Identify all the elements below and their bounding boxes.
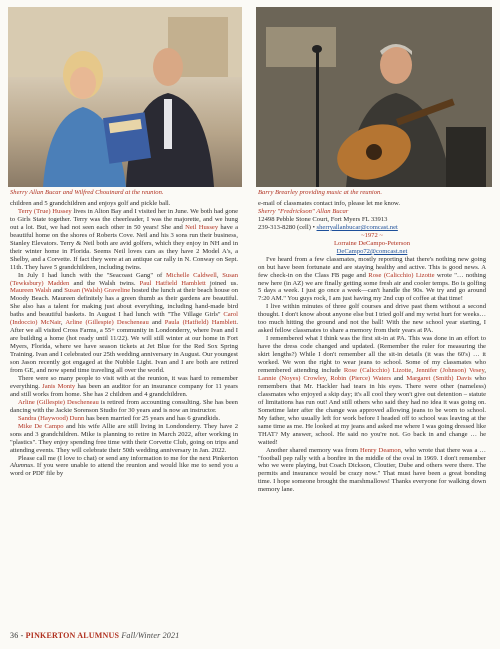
body-text: In July I had lunch with the "Seacoast Gang" of	[18, 271, 166, 279]
paragraph	[258, 248, 486, 256]
publication-title: Alumnus	[10, 462, 34, 470]
reunion-photo-sherry-wilfred	[8, 7, 242, 187]
paragraph	[10, 415, 238, 423]
class-heading: Lorraine DeCampo-Peterson	[334, 239, 410, 247]
body-text: and	[391, 374, 407, 382]
classmate-name: Michelle Caldwell	[165, 271, 217, 279]
photo-caption-left: Sherry Allan Bucar and Wilfred Chouinard at the reunion.	[10, 189, 164, 196]
paragraph	[258, 208, 486, 216]
body-text: 239-313-8280 (cell) •	[258, 223, 317, 231]
classmate-name: Janis Monty	[42, 382, 76, 390]
classmate-name: Rose (Calicchio) Lizotte	[343, 367, 412, 375]
paragraph	[258, 216, 486, 224]
body-text: ,	[411, 367, 416, 375]
body-text: wrote "… nothing new here (in AZ) we are finally getting some fresh air and cooler temps. Bo is golfing 5 days a week. I just go once a week—can't handle the 90s. We try and go around 7:20 AM." You guys rock, I am just having my 2nd cup of coffee at that time!	[258, 271, 486, 303]
body-text: Another shared memory was from	[266, 446, 361, 454]
paragraph	[258, 224, 486, 232]
classmate-name: Carol (Indoccio) McNair	[10, 311, 238, 327]
body-text: ,	[60, 319, 66, 327]
classmate-name: Maureen Walsh	[10, 287, 52, 295]
classmate-name: Arline (Gillespie) Descheneau	[65, 319, 149, 327]
classmate-name: Mike De Campo	[18, 422, 64, 430]
body-text: has been married for 25 years and has 6 grandkids.	[84, 414, 220, 422]
body-text: hosted the lunch at their beach house on Moody Beach. Maureen definitely has a green thumb as their gardens are beautiful. She also has a talent for making just about everything, including hand-made bird baths and beautiful baskets. In August I had lunch with "The Village Girls"	[10, 287, 238, 319]
body-text: Please call me (I love to chat) or send any information to me for the next Pinkerton	[18, 454, 238, 462]
paragraph	[258, 232, 486, 240]
body-text: children and 5 grandchildren and enjoys golf and pickle ball.	[10, 200, 171, 207]
classmate-name: Paula (Hatfield) Hamblett	[164, 319, 237, 327]
body-text: and	[51, 287, 65, 295]
classmate-name: Susan (Walsh) Graveline	[64, 287, 131, 295]
body-text: who remembers that Mr. Hackler had tears in his eyes. There were other (nameless) classmates who enjoyed a skip day; it's all cool they won't give out detention – statute of limitations has run out! And still others who said they had no idea it was going on. Sometime later after the change was approved allowing jeans to be worn to school. My father, who usually left for work before I headed off to school was leaving at the same time as me. He looked at my jeans and asked me where I was going dressed like THAT? My answer, school. He said no you're not. Go back in and change … he waited!	[258, 374, 487, 446]
body-text: I remembered what I think was the first sit-in at PA. This was done in an effort to have the dress code changed and updated. (Remember the ruler for measuring the skirt lengths?) While I don't remember all the sit-in details (it was the 60's) … it worked. We won the right to wear jeans to school. Some of my classmates who remembered attending include	[258, 335, 486, 375]
classmate-name: Arline (Gillespie) Descheneau	[18, 398, 99, 406]
classmate-name: Jennifer (Johnson) Vesey	[415, 367, 485, 375]
paragraph	[258, 256, 486, 304]
class-heading: ~1972 ~	[361, 231, 383, 239]
classmate-name: Terry (True) Hussey	[18, 207, 72, 215]
body-text: has been an auditor for an insurance company for 11 years and still works from home. She has 2 children and 4 grandchildren.	[10, 382, 238, 398]
reunion-photo-barry	[256, 7, 492, 187]
paragraph	[258, 303, 486, 335]
body-text: have a beautiful home on the shores of Roberts Cove. Neil and his 3 sons run their business, Stanley Elevators. Terry & Neil both are avid golfers, which they enjoy in NH and in their winter home in Florida. Seems Neil loves cars as they have 2 Model A's, a Shelby, and a Corvette. If fact they were at an antique car rally in N. Conway on Sept. 11th. They have 5 grandchildren, including twins.	[10, 223, 238, 271]
paragraph	[10, 200, 238, 208]
paragraph	[258, 200, 486, 208]
body-text: There were so many people to visit with at the reunion, it was hard to remember everything.	[10, 374, 238, 390]
body-text: joined us.	[205, 279, 238, 287]
author-byline: Sherry "Fredrickson" Allan Bucar	[258, 207, 349, 215]
body-text: lives in Alton Bay and I visited her in June. We both had gone to Girls State together. Terry was the cheerleader, I was the majorette, and we hung out a lot. But, we had not seen each other in 50 years! She and	[10, 207, 238, 231]
article-column-right	[258, 200, 486, 494]
photo-illustration	[256, 7, 492, 187]
classmate-name: Paul Hatfield Hamblett	[139, 279, 206, 287]
classmate-name: Susan (Tewksbury) Madden	[10, 271, 239, 287]
body-text: . If you were unable to attend the reunion and would like me to send you a word or PDF file by	[10, 462, 238, 478]
classmate-name: Margaret (Smith) Davis	[406, 374, 472, 382]
body-text: 12498 Pebble Stone Court, Fort Myers FL 33913	[258, 215, 388, 223]
paragraph	[10, 455, 238, 479]
classmate-name: Lannie (Noyes) Crowley	[258, 374, 326, 382]
classmate-name: Sandra (Haywood) Dunn	[18, 414, 85, 422]
body-text: is retired from accounting consulting. She has been dancing with the Jackie Sorenson Studio for 30 years and is now an instructor.	[10, 398, 238, 414]
page-footer	[10, 631, 179, 640]
page-number: 36 -	[10, 631, 24, 640]
classmate-name: Rose (Calicchio) Lizotte	[368, 271, 435, 279]
photo-caption-right: Barry Brearley providing music at the reunion.	[258, 189, 382, 196]
body-text: ,	[484, 367, 486, 375]
body-text: and the Walsh twins.	[69, 279, 140, 287]
body-text: , who wrote that there was a … "football pep rally with a bonfire in the middle of the oval in 1969. I don't remember who we were playing, but Coach Dickson, Cloutier, Dube and others were there. The permits and insurance would be crazy now." That must have been a great bonding time. I hope someone brought the marshmallows! Thanks everyone for walking down memory lane.	[258, 446, 487, 494]
email-link[interactable]: sherryallanbucar@comcast.net	[316, 223, 398, 231]
paragraph	[258, 447, 486, 495]
email-link[interactable]: DeCampo72@comcast.net	[336, 247, 408, 255]
magazine-brand: PINKERTON ALUMNUS	[25, 631, 120, 640]
body-text: I've heard from a few classmates, mostly reporting that there's nothing new going on but have been fortunate and are staying healthy and active. This is good news. A few check-in on the Class FB page and	[258, 255, 486, 279]
body-text: and his wife Allie are still living in Londonderry. They have 2 sons and 3 grandchildren. Mike is planning to retire in March 2022, after working in "plastics". They enjoy spending free time with their Corvette Club, going on trips and attending events. They will celebrate their 50th wedding anniversary in Jan. 2022.	[10, 422, 238, 454]
paragraph	[258, 335, 486, 446]
article-column-left	[10, 200, 238, 478]
body-text: and	[148, 319, 165, 327]
body-text: . After we all visited Cross Farms, a 55+ community in Londonderry, where Ivan and I are building a home (hot ready until 11/22). We will still winter at our home in Fort Myers, Florida, where we have season tickets at Jet Blue for the Red Sox Spring Training. Ivan and I celebrated our 25th wedding anniversary in August. Our youngest son Jason recently got engaged at the Nubble Light. Ivan and I are both are retired from GE, and now spend time traveling all over the world.	[10, 319, 238, 375]
body-text: e-mail of classmates contact info, please let me know.	[258, 200, 401, 207]
paragraph	[10, 423, 238, 455]
body-text: I live within minutes of three golf courses and drive past them without a second thought. I don't know about anyone else but I tried golf and my wrist hurt for weeks… too much hitting the ground and not the ball! With the new school year starting, I asked fellow classmates to share a memory from their years at PA.	[258, 303, 486, 335]
paragraph	[10, 272, 238, 375]
classmate-name: Henry Deamon	[360, 446, 401, 454]
issue-label: Fall/Winter 2021	[121, 631, 180, 640]
paragraph	[10, 375, 238, 399]
paragraph	[258, 240, 486, 248]
paragraph	[10, 399, 238, 415]
paragraph	[10, 208, 238, 272]
photo-illustration	[8, 7, 242, 187]
classmate-name: Robin (Pierce) Waters	[330, 374, 392, 382]
body-text: ,	[216, 271, 223, 279]
body-text: ,	[325, 374, 331, 382]
classmate-name: Neil Hussey	[185, 223, 219, 231]
